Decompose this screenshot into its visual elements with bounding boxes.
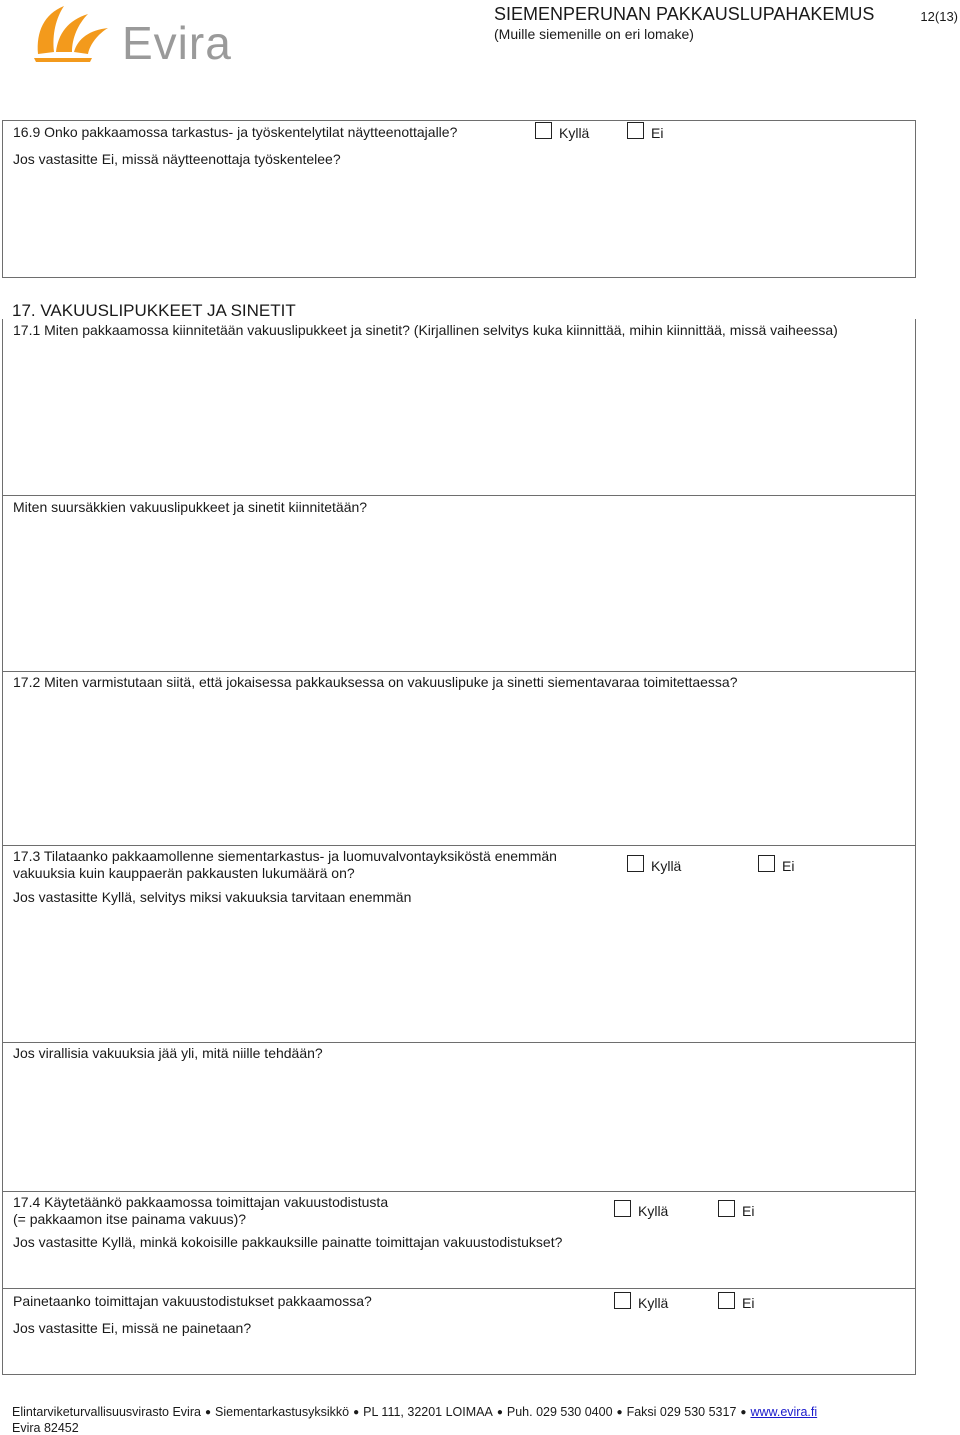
checkbox-17-4b-yes[interactable] xyxy=(614,1292,631,1309)
footer-contact xyxy=(12,1405,817,1419)
question-17-1: 17.1 Miten pakkaamossa kiinnitetään vakuuslipukkeet ja sinetit? (Kirjallinen selvitys kuka kiinnittää, mihin kiinnittää, missä vaiheessa) xyxy=(13,322,838,338)
followup-16-9: Jos vastasitte Ei, missä näytteenottaja työskentelee? xyxy=(13,151,341,167)
label-17-3-no: Ei xyxy=(782,858,795,874)
question-16-9: 16.9 Onko pakkaamossa tarkastus- ja työskentelytilat näytteenottajalle? xyxy=(13,124,458,140)
logo-text: Evira xyxy=(122,17,232,69)
checkbox-17-3-no[interactable] xyxy=(758,855,775,872)
evira-logo-icon xyxy=(30,2,120,66)
question-17-4-line1: 17.4 Käytetäänkö pakkaamossa toimittajan vakuustodistusta xyxy=(13,1194,389,1210)
bullet-icon: ● xyxy=(616,1407,623,1418)
followup2-17-4: Jos vastasitte Ei, missä ne painetaan? xyxy=(13,1320,252,1336)
question-17-2: 17.2 Miten varmistutaan siitä, että jokaisessa pakkauksessa on vakuuslipuke ja sinetti siementavaraa toimitettaessa? xyxy=(13,674,738,690)
followup-17-1: Miten suursäkkien vakuuslipukkeet ja sinetit kiinnitetään? xyxy=(13,499,368,515)
bullet-icon: ● xyxy=(740,1407,747,1418)
box-17-4-printing[interactable] xyxy=(2,1288,916,1375)
evira-logo xyxy=(30,2,245,69)
section-17-title: 17. VAKUUSLIPUKKEET JA SINETIT xyxy=(12,301,296,320)
checkbox-17-4-yes[interactable] xyxy=(614,1200,631,1217)
label-17-4b-yes: Kyllä xyxy=(638,1295,669,1311)
box-17-3-surplus[interactable] xyxy=(2,1042,916,1192)
question-17-3-line1: 17.3 Tilataanko pakkaamollenne siementarkastus- ja luomuvalvontayksiköstä enemmän xyxy=(13,848,557,864)
footer-unit: Siementarkastusyksikkö xyxy=(215,1405,350,1419)
checkbox-17-4-no[interactable] xyxy=(718,1200,735,1217)
bullet-icon: ● xyxy=(496,1407,503,1418)
followup-17-3: Jos vastasitte Kyllä, selvitys miksi vakuuksia tarvitaan enemmän xyxy=(13,889,412,905)
checkbox-16-9-no[interactable] xyxy=(627,122,644,139)
followup-17-4: Jos vastasitte Kyllä, minkä kokoisille pakkauksille painatte toimittajan vakuustodistukset? xyxy=(13,1234,563,1250)
footer-website-link[interactable]: www.evira.fi xyxy=(750,1405,818,1419)
label-17-3-yes: Kyllä xyxy=(651,858,682,874)
box-17-1[interactable] xyxy=(2,319,916,496)
box-17-1-bigbags[interactable] xyxy=(2,495,916,672)
label-17-4b-no: Ei xyxy=(742,1295,755,1311)
footer-fax: Faksi 029 530 5317 xyxy=(626,1405,737,1419)
bullet-icon: ● xyxy=(204,1407,211,1418)
form-title: SIEMENPERUNAN PAKKAUSLUPAHAKEMUS xyxy=(494,4,875,24)
form-subtitle: (Muille siemenille on eri lomake) xyxy=(494,26,694,42)
checkbox-16-9-yes[interactable] xyxy=(535,122,552,139)
box-17-3[interactable] xyxy=(2,845,916,1043)
footer-address: PL 111, 32201 LOIMAA xyxy=(363,1405,493,1419)
question-17-4-line2: (= pakkaamon itse painama vakuus)? xyxy=(13,1211,247,1227)
checkbox-17-3-yes[interactable] xyxy=(627,855,644,872)
question-17-3-line2: vakuuksia kuin kauppaerän pakkausten lukumäärä on? xyxy=(13,865,355,881)
box-17-2[interactable] xyxy=(2,671,916,846)
followup2-17-3: Jos virallisia vakuuksia jää yli, mitä niille tehdään? xyxy=(13,1045,323,1061)
question2-17-4: Painetaanko toimittajan vakuustodistukset pakkaamossa? xyxy=(13,1293,372,1309)
label-16-9-no: Ei xyxy=(651,125,664,141)
footer-form-code: Evira 82452 xyxy=(12,1421,79,1435)
footer-phone: Puh. 029 530 0400 xyxy=(506,1405,613,1419)
box-16-9[interactable] xyxy=(2,120,916,278)
page-number: 12(13) xyxy=(920,9,958,24)
footer-org: Elintarviketurvallisuusvirasto Evira xyxy=(12,1405,201,1419)
checkbox-17-4b-no[interactable] xyxy=(718,1292,735,1309)
label-17-4-yes: Kyllä xyxy=(638,1203,669,1219)
label-17-4-no: Ei xyxy=(742,1203,755,1219)
label-16-9-yes: Kyllä xyxy=(559,125,590,141)
bullet-icon: ● xyxy=(353,1407,360,1418)
box-17-4[interactable] xyxy=(2,1191,916,1289)
